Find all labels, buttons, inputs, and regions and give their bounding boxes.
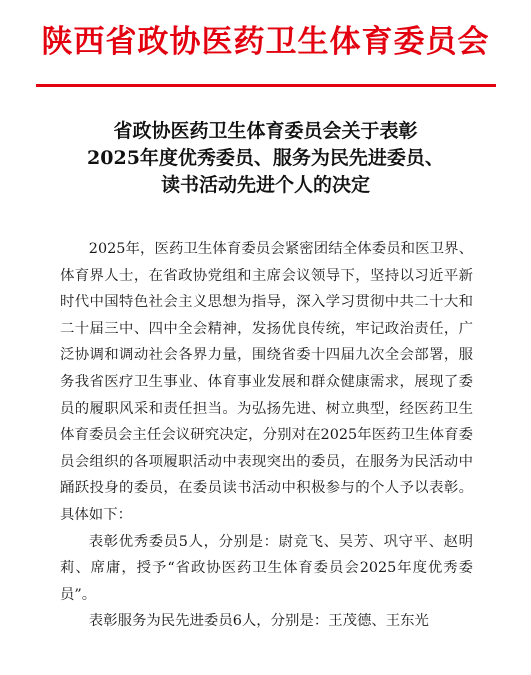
document-title-line-1: 省政协医药卫生体育委员会关于表彰	[113, 120, 418, 142]
document-title-line-3: 读书活动先进个人的决定	[160, 174, 370, 196]
document-body	[60, 236, 473, 635]
document-title-line-2: 2025年度优秀委员、服务为民先进委员、	[87, 147, 444, 169]
body-paragraph-3: 表彰服务为民先进委员6人，分别是：王茂德、王东光	[88, 613, 429, 630]
document-title	[0, 118, 531, 199]
header-red-rule	[36, 84, 496, 87]
body-paragraph-2: 表彰优秀委员5人，分别是：尉竞飞、吴芳、巩守平、赵明莉、席庸，授予“省政协医药卫生体育委员会2025年度优秀委员”。	[60, 533, 473, 603]
body-paragraph-1: 2025年，医药卫生体育委员会紧密团结全体委员和医卫界、体育界人士，在省政协党组和主席会议领导下，坚持以习近平新时代中国特色社会主义思想为指导，深入学习贯彻中共二十大和二十届三中、四中全会精神，发扬优良传统，牢记政治责任，广泛协调和调动社会各界力量，围绕省委十四届九次全会部署，服务我省医疗卫生事业、体育事业发展和群众健康需求，展现了委员的履职风采和责任担当。为弘扬先进、树立典型，经医药卫生体育委员会主任会议研究决定，分别对在2025年医药卫生体育委员会组织的各项履职活动中表现突出的委员，在服务为民活动中踊跃投身的委员，在委员读书活动中积极参与的个人予以表彰。具体如下：	[60, 241, 473, 523]
org-header-title: 陕西省政协医药卫生体育委员会	[41, 24, 490, 60]
